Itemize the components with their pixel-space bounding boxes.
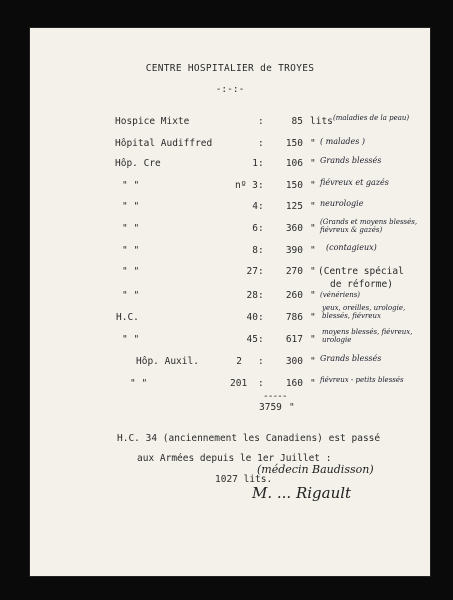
unit: " [310,266,316,277]
unit: " [310,378,316,389]
handwritten-note: neurologie [320,199,364,208]
bed-count: 160 [285,378,303,389]
facility-number: 8 [252,245,258,256]
colon: : [258,180,264,191]
facility-number: 6 [252,223,258,234]
handwritten-note: fiévreux et gazés [320,178,389,187]
handwritten-note: (vénériens) [320,291,361,299]
handwritten-note: (Grands et moyens blessés, fiévreux & gazés) [320,218,418,234]
page-title: CENTRE HOSPITALIER de TROYES [145,63,315,74]
handwritten-note: Grands blessés [320,156,382,165]
table-row [30,138,430,154]
handwritten-note: moyens blessés, fiévreux, urologie [322,328,413,344]
signature: M. ... Rigault [252,484,352,502]
colon: : [258,290,264,301]
facility-number: 2 [236,356,242,367]
document-page [30,28,430,576]
colon: : [258,116,264,127]
bed-count: 390 [285,245,303,256]
unit: " [310,138,316,149]
bed-count: 300 [285,356,303,367]
handwritten-note: ( malades ) [320,137,365,146]
facility-name: Hôp. Cre [115,158,161,169]
bed-count: 150 [285,180,303,191]
unit: " [310,201,316,212]
ditto-mark: " " [122,223,140,234]
facility-name: Hôp. Auxil. [136,356,199,367]
colon: : [258,334,264,345]
bed-count: 360 [285,223,303,234]
colon: : [258,266,264,277]
colon: : [258,201,264,212]
signature: (médecin Baudisson) [257,463,374,476]
unit: " [310,334,316,345]
facility-number: 1 [252,158,258,169]
unit: " [310,223,316,234]
colon: : [258,356,264,367]
facility-number: 27 [246,266,258,277]
footer-line: 1027 lits. [215,474,273,485]
typed-note: de réforme) [330,279,393,290]
handwritten-note: (contagieux) [326,243,377,252]
unit: " [310,180,316,191]
bed-count: 270 [285,266,303,277]
unit: " [310,158,316,169]
facility-number: nº 3 [235,180,258,191]
colon: : [258,378,264,389]
bed-count: 125 [285,201,303,212]
handwritten-note: Grands blessés [320,354,382,363]
facility-number: 201 [230,378,248,389]
colon: : [258,312,264,323]
facility-name: H.C. [116,312,139,323]
facility-number: 45 [246,334,258,345]
colon: : [258,223,264,234]
footer-line: H.C. 34 (anciennement les Canadiens) est passé [117,433,381,444]
handwritten-note: (maladies de la peau) [333,114,410,122]
colon: : [258,245,264,256]
ditto-mark: " " [122,334,140,345]
colon: : [258,138,264,149]
facility-name: Hospice Mixte [115,116,190,127]
bed-count: 85 [291,116,303,127]
bed-count: 260 [285,290,303,301]
total-beds: 3759 [259,402,282,413]
unit: " [310,356,316,367]
handwritten-note: fiévreux - petits blessés [320,376,404,384]
total-rule: ----- [263,391,287,402]
bed-count: 786 [285,312,303,323]
ditto-mark: " " [122,201,140,212]
total-unit: " [289,402,295,413]
unit: lits [310,116,333,127]
ditto-mark: " " [122,266,140,277]
facility-number: 4 [252,201,258,212]
ditto-mark: " " [122,290,140,301]
ditto-mark: " " [122,180,140,191]
bed-count: 150 [285,138,303,149]
ditto-mark: " " [122,245,140,256]
typed-note: (Centre spécial [318,266,404,277]
unit: " [310,290,316,301]
bed-count: 617 [285,334,303,345]
footer-line: aux Armées depuis le 1er Juillet : [137,453,332,464]
colon: : [258,158,264,169]
facility-name: Hôpital Audiffred [115,138,213,149]
bed-count: 106 [285,158,303,169]
title-separator: -:-:- [215,84,245,95]
unit: " [310,312,316,323]
handwritten-note: yeux, oreilles, urologie, blessés, fiévreux [322,304,406,320]
facility-number: 40 [246,312,258,323]
unit: " [310,245,316,256]
table-row [30,201,430,217]
ditto-mark: " " [130,378,148,389]
facility-number: 28 [246,290,258,301]
